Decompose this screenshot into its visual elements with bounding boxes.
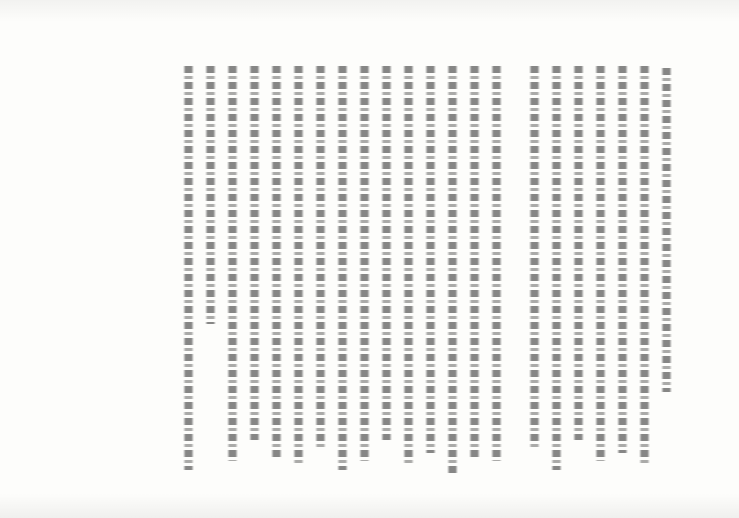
text-column bbox=[658, 66, 676, 482]
scan-shadow-top bbox=[0, 0, 739, 22]
handwriting-stroke bbox=[617, 66, 628, 453]
handwriting-stroke bbox=[529, 66, 540, 449]
text-column bbox=[180, 66, 198, 482]
text-column bbox=[334, 66, 352, 482]
text-column bbox=[466, 66, 484, 482]
handwriting-stroke bbox=[205, 66, 216, 324]
handwriting-stroke bbox=[661, 68, 672, 392]
text-column bbox=[246, 66, 264, 482]
text-column bbox=[202, 66, 220, 482]
text-column bbox=[224, 66, 242, 482]
handwriting-stroke bbox=[293, 66, 304, 465]
handwriting-stroke bbox=[403, 66, 414, 465]
scan-shadow-bottom bbox=[0, 494, 739, 518]
text-column bbox=[592, 66, 610, 482]
handwriting-stroke bbox=[639, 66, 650, 465]
handwriting-stroke bbox=[573, 66, 584, 440]
handwriting-stroke bbox=[271, 66, 282, 457]
handwriting-stroke bbox=[491, 66, 502, 461]
handwriting-stroke bbox=[249, 66, 260, 440]
handwriting-stroke bbox=[315, 66, 326, 449]
text-column bbox=[422, 66, 440, 482]
handwriting-stroke bbox=[425, 66, 436, 453]
text-column bbox=[356, 66, 374, 482]
handwriting-stroke bbox=[227, 66, 238, 461]
text-column bbox=[488, 66, 506, 482]
handwriting-stroke bbox=[447, 66, 458, 474]
handwriting-stroke bbox=[595, 66, 606, 461]
text-column bbox=[548, 66, 566, 482]
text-column bbox=[268, 66, 286, 482]
text-column bbox=[570, 66, 588, 482]
text-column bbox=[312, 66, 330, 482]
text-column bbox=[526, 66, 544, 482]
text-column bbox=[444, 66, 462, 482]
text-column bbox=[614, 66, 632, 482]
text-column bbox=[290, 66, 308, 482]
handwriting-stroke bbox=[551, 66, 562, 470]
handwriting-stroke bbox=[469, 66, 480, 457]
text-column bbox=[636, 66, 654, 482]
text-column bbox=[400, 66, 418, 482]
handwriting-stroke bbox=[381, 66, 392, 440]
handwritten-text-block bbox=[96, 66, 676, 482]
handwriting-stroke bbox=[183, 66, 194, 470]
handwriting-stroke bbox=[337, 66, 348, 470]
handwriting-stroke bbox=[359, 66, 370, 461]
text-column bbox=[378, 66, 396, 482]
